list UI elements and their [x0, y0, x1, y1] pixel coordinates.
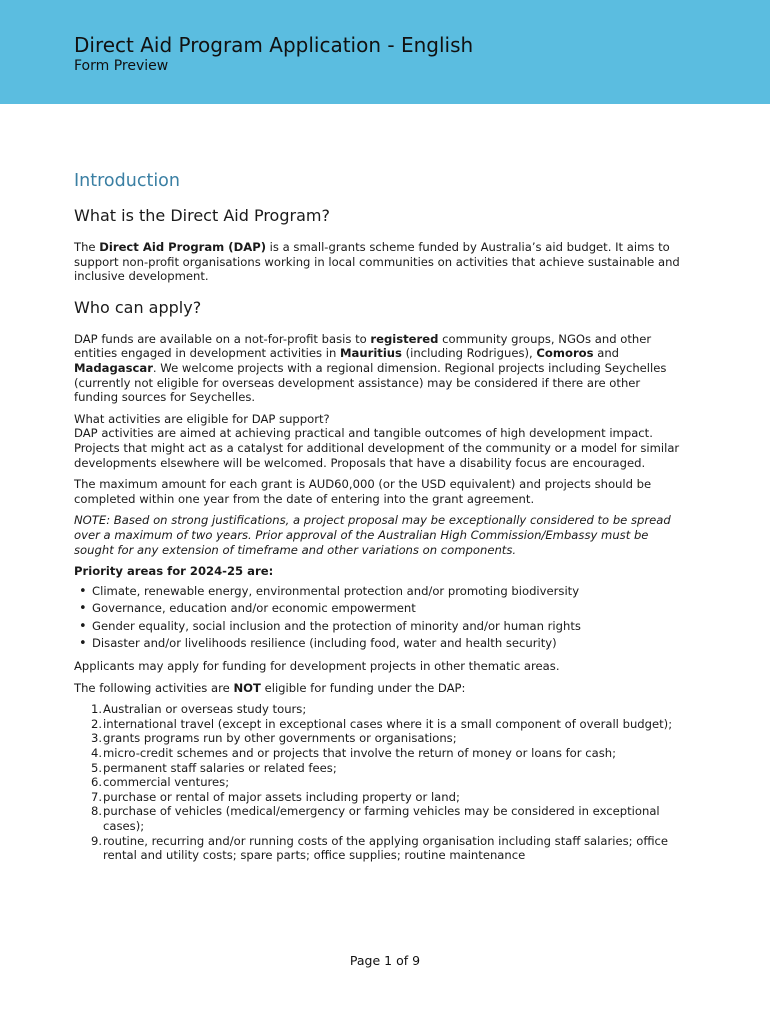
list-item: [90, 789, 682, 805]
list-item: [90, 702, 682, 717]
text-run: (including Rodrigues),: [401, 346, 537, 361]
priority-list: [74, 583, 682, 653]
list-number: 7.: [90, 789, 102, 804]
text-run-bold: Comoros: [536, 346, 594, 361]
paragraph-about: [74, 240, 682, 284]
paragraph-grant-amount: The maximum amount for each grant is AUD60,000 (or the USD equivalent) and projects should be completed within one year from the date of entering into the grant agreement.: [74, 477, 652, 506]
list-text: permanent staff salaries or related fees;: [103, 760, 337, 775]
list-number: 6.: [90, 775, 102, 790]
text-run-bold: Priority areas for 2024-25 are:: [74, 564, 274, 579]
paragraph-eligibility: [74, 332, 682, 405]
list-text: commercial ventures;: [103, 775, 230, 790]
text-run: is a small-grants scheme funded by Australia’s aid budget. It aims to support non-profit organisations working in local communities on activities that achieve sustainable and inclusive development.: [74, 240, 680, 284]
text-run: and: [593, 346, 620, 361]
note-paragraph: NOTE: Based on strong justifications, a project proposal may be exceptionally considered to be spread over a maximum of two years. Prior approval of the Australian High Commission/Embassy must be sought for any extension of timeframe and other variations on components.: [74, 513, 671, 557]
list-text: routine, recurring and/or running costs of the applying organisation including staff salaries; office rental and utility costs; spare parts; office supplies; routine maintenance: [103, 833, 669, 863]
text-run-bold: Mauritius: [339, 346, 402, 361]
text-run-bold: registered: [370, 331, 439, 346]
text-run: DAP activities are aimed at achieving practical and tangible outcomes of high development impact. Projects that might act as a catalyst for additional development of the community or a model for similar developments elsewhere will be welcomed. Proposals that have a disability focus are encouraged.: [74, 426, 680, 470]
list-number: 3.: [90, 731, 102, 746]
text-run-bold: Madagascar: [74, 360, 153, 375]
list-item: [90, 746, 682, 761]
list-item: [90, 804, 682, 833]
list-number: 5.: [90, 760, 102, 775]
list-text: micro-credit schemes and or projects that involve the return of money or loans for cash;: [103, 746, 616, 761]
paragraph-activities: [74, 412, 682, 470]
list-item: • Climate, renewable energy, environmental protection and/or promoting biodiversity: [92, 583, 682, 601]
text-run: The: [74, 240, 100, 254]
form-header: [0, 0, 770, 104]
list-number: 4.: [90, 746, 102, 761]
text-run: . We welcome projects with a regional dimension. Regional projects including Seychelles (currently not eligible for overseas development assistance) may be considered if there are other funding sources for Seychelles.: [74, 360, 667, 405]
section-title: Introduction: [74, 171, 180, 191]
page-title: Direct Aid Program Application - English: [74, 33, 474, 57]
list-item: [90, 731, 682, 746]
list-item: [90, 716, 682, 732]
paragraph-not-eligible: [74, 681, 682, 696]
list-number: 9.: [90, 833, 102, 848]
list-text: Australian or overseas study tours;: [103, 702, 307, 717]
list-item: [90, 833, 682, 863]
page-subtitle: Form Preview: [74, 58, 169, 74]
list-item: • Governance, education and/or economic empowerment: [92, 600, 682, 618]
list-item: [90, 775, 682, 790]
priority-heading: [74, 564, 682, 579]
list-text: purchase or rental of major assets including property or land;: [103, 789, 460, 804]
text-run-bold: Direct Aid Program (DAP): [99, 240, 266, 254]
paragraph-other-themes: Applicants may apply for funding for development projects in other thematic areas.: [74, 659, 560, 674]
page-number: Page 1 of 9: [349, 953, 421, 968]
list-number: 8.: [90, 804, 102, 819]
form-body: [74, 170, 682, 863]
list-text: purchase of vehicles (medical/emergency or farming vehicles may be considered in exceptional cases);: [103, 804, 660, 833]
list-number: 2.: [90, 716, 102, 731]
question-heading: Who can apply?: [74, 297, 202, 317]
exclusions-list: [74, 702, 682, 863]
text-run-bold: NOT: [233, 680, 261, 695]
list-item: • Gender equality, social inclusion and the protection of minority and/or human rights: [92, 618, 682, 636]
text-run: eligible for funding under the DAP:: [260, 680, 466, 695]
text-run: What activities are eligible for DAP support?: [74, 411, 330, 426]
question-heading: What is the Direct Aid Program?: [74, 206, 330, 225]
text-run: community groups, NGOs and other entities engaged in development activities in: [74, 331, 652, 361]
list-text: international travel (except in exceptional cases where it is a small component of overall budget);: [103, 716, 673, 731]
text-run: The following activities are: [74, 680, 234, 695]
list-text: grants programs run by other governments or organisations;: [103, 731, 457, 746]
text-run: DAP funds are available on a not-for-profit basis to: [74, 331, 371, 346]
list-item: [90, 760, 682, 776]
list-number: 1.: [90, 702, 102, 717]
list-item: • Disaster and/or livelihoods resilience (including food, water and health security): [92, 635, 682, 653]
